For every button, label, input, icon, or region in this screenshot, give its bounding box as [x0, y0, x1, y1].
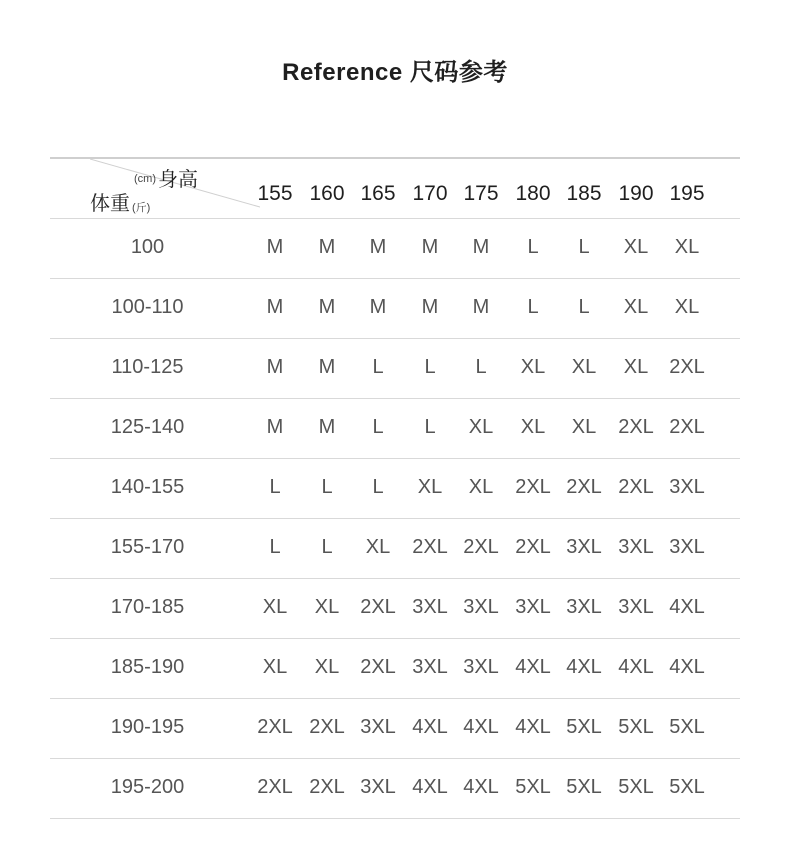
weight-row-label: 155-170 [110, 536, 185, 558]
size-cell: XL [623, 356, 649, 378]
row-divider [50, 818, 740, 819]
size-cell: 3XL [669, 536, 705, 558]
size-cell: 5XL [515, 776, 551, 798]
size-cell: 3XL [566, 596, 602, 618]
weight-row-label: 125-140 [110, 416, 185, 438]
weight-row-label: 190-195 [110, 716, 185, 738]
size-cell: 4XL [463, 776, 499, 798]
weight-unit: (斤) [132, 202, 151, 214]
size-cell: 5XL [669, 716, 705, 738]
weight-row-label: 100 [130, 236, 165, 258]
size-cell: 2XL [566, 476, 602, 498]
size-cell: L [269, 476, 281, 498]
table-row [50, 578, 740, 638]
size-cell: 2XL [309, 776, 345, 798]
size-cell: 2XL [669, 356, 705, 378]
height-column-header: 155 [257, 182, 293, 205]
size-cell: 5XL [618, 716, 654, 738]
height-column-header: 180 [515, 182, 551, 205]
size-cell: L [475, 356, 487, 378]
table-row [50, 638, 740, 698]
weight-label: 体重 [90, 193, 130, 215]
table-row [50, 698, 740, 758]
size-cell: M [369, 236, 387, 258]
height-column-header: 175 [463, 182, 499, 205]
size-cell: 2XL [309, 716, 345, 738]
size-cell: M [472, 296, 490, 318]
table-header [50, 157, 740, 218]
table-row [50, 458, 740, 518]
size-cell: 3XL [463, 596, 499, 618]
size-cell: M [369, 296, 387, 318]
size-cell: 4XL [669, 656, 705, 678]
size-cell: M [318, 356, 336, 378]
size-cell: 4XL [618, 656, 654, 678]
size-cell: 5XL [566, 776, 602, 798]
size-cell: XL [520, 416, 546, 438]
size-cell: XL [314, 596, 340, 618]
size-cell: 3XL [618, 596, 654, 618]
size-cell: L [321, 476, 333, 498]
size-cell: 5XL [669, 776, 705, 798]
size-cell: XL [623, 296, 649, 318]
size-cell: 3XL [515, 596, 551, 618]
size-cell: L [527, 236, 539, 258]
height-column-header: 185 [566, 182, 602, 205]
size-cell: XL [674, 296, 700, 318]
table-row [50, 398, 740, 458]
height-column-header: 190 [618, 182, 654, 205]
size-cell: XL [262, 656, 288, 678]
table-row [50, 278, 740, 338]
size-cell: M [266, 416, 284, 438]
size-cell: L [269, 536, 281, 558]
size-cell: 2XL [257, 776, 293, 798]
size-cell: XL [571, 416, 597, 438]
size-cell: M [266, 356, 284, 378]
size-cell: 4XL [463, 716, 499, 738]
size-cell: 2XL [257, 716, 293, 738]
table-row [50, 218, 740, 278]
size-cell: XL [571, 356, 597, 378]
height-column-header: 170 [412, 182, 448, 205]
size-cell: 4XL [412, 776, 448, 798]
size-cell: XL [674, 236, 700, 258]
size-cell: 3XL [669, 476, 705, 498]
weight-row-label: 170-185 [110, 596, 185, 618]
size-cell: L [321, 536, 333, 558]
size-cell: XL [468, 416, 494, 438]
size-cell: 4XL [566, 656, 602, 678]
size-cell: M [318, 236, 336, 258]
size-cell: 2XL [412, 536, 448, 558]
size-cell: 4XL [412, 716, 448, 738]
size-cell: 2XL [360, 596, 396, 618]
size-cell: L [578, 296, 590, 318]
size-cell: L [527, 296, 539, 318]
size-cell: XL [314, 656, 340, 678]
size-cell: XL [520, 356, 546, 378]
size-cell: 3XL [618, 536, 654, 558]
size-cell: L [372, 356, 384, 378]
size-cell: XL [417, 476, 443, 498]
size-cell: 2XL [618, 476, 654, 498]
size-cell: 3XL [412, 656, 448, 678]
size-cell: 3XL [412, 596, 448, 618]
weight-row-label: 140-155 [110, 476, 185, 498]
weight-row-label: 100-110 [111, 296, 184, 318]
table-row [50, 338, 740, 398]
size-cell: L [424, 416, 436, 438]
size-cell: L [424, 356, 436, 378]
size-cell: 2XL [360, 656, 396, 678]
table-row [50, 518, 740, 578]
size-cell: XL [365, 536, 391, 558]
page-title: Reference 尺码参考 [282, 59, 508, 86]
size-cell: 2XL [515, 476, 551, 498]
height-column-header: 195 [669, 182, 705, 205]
weight-row-label: 195-200 [110, 776, 185, 798]
size-cell: M [318, 296, 336, 318]
size-cell: 2XL [463, 536, 499, 558]
size-cell: 2XL [669, 416, 705, 438]
size-cell: 2XL [515, 536, 551, 558]
size-cell: 3XL [360, 776, 396, 798]
height-label: 身高 [158, 169, 198, 191]
size-cell: M [421, 296, 439, 318]
height-column-header: 160 [309, 182, 345, 205]
weight-row-label: 185-190 [110, 656, 185, 678]
size-cell: M [318, 416, 336, 438]
size-cell: XL [623, 236, 649, 258]
size-cell: M [472, 236, 490, 258]
size-cell: L [372, 416, 384, 438]
size-cell: 4XL [515, 656, 551, 678]
height-unit: (cm) [134, 173, 156, 185]
size-cell: L [578, 236, 590, 258]
size-cell: 3XL [566, 536, 602, 558]
size-cell: 3XL [360, 716, 396, 738]
size-cell: 4XL [669, 596, 705, 618]
size-cell: L [372, 476, 384, 498]
height-column-header: 165 [360, 182, 396, 205]
corner-weight-label [90, 187, 152, 216]
size-cell: XL [262, 596, 288, 618]
size-cell: 5XL [618, 776, 654, 798]
size-cell: 5XL [566, 716, 602, 738]
size-cell: XL [468, 476, 494, 498]
size-cell: 3XL [463, 656, 499, 678]
table-row [50, 758, 740, 818]
size-cell: M [421, 236, 439, 258]
size-cell: 4XL [515, 716, 551, 738]
weight-row-label: 110-125 [111, 356, 184, 378]
size-cell: M [266, 236, 284, 258]
size-cell: 2XL [618, 416, 654, 438]
size-cell: M [266, 296, 284, 318]
